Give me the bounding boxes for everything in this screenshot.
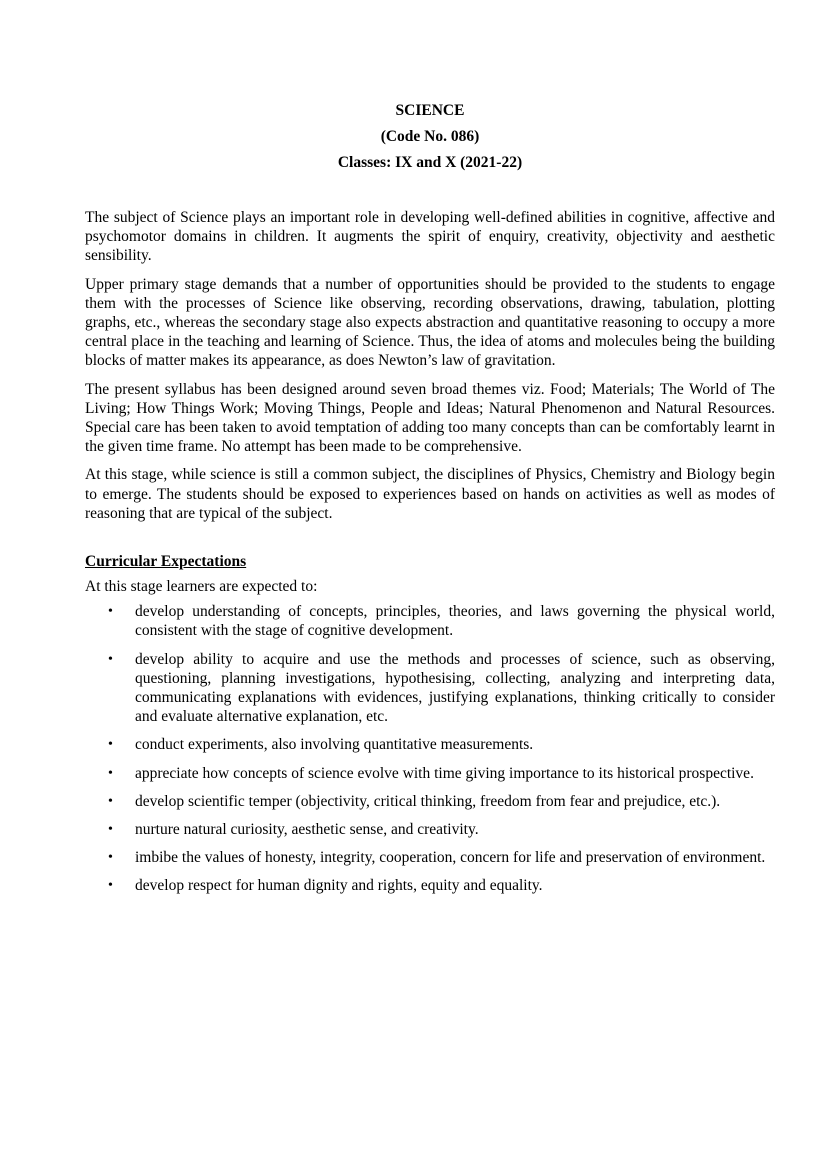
bullet-icon: • (108, 878, 113, 894)
list-item (85, 650, 775, 727)
list-item (85, 602, 775, 640)
list-item (85, 735, 775, 754)
section-lead: At this stage learners are expected to: (85, 578, 318, 596)
list-item (85, 764, 775, 783)
bullet-icon: • (108, 765, 113, 781)
classes-heading: Classes: IX and X (2021-22) (337, 154, 523, 171)
paragraph: At this stage, while science is still a common subject, the disciplines of Physics, Chemistry and Biology begin to emerge. The students should be exposed to experiences based on hands on activities as well as modes of reasoning that are typical of the subject. (85, 466, 775, 522)
document-header (85, 0, 775, 178)
list-item-text: develop ability to acquire and use the methods and processes of science, such as observing, questioning, planning investigations, hypothesising, collecting, analyzing and interpreting data, communicating explanations with evidences, justifying explanations, thinking critically to consider and evaluate alternative explanation, etc. (135, 650, 775, 726)
bullet-icon: • (108, 651, 113, 667)
list-item-text: develop respect for human dignity and rights, equity and equality. (135, 877, 543, 895)
paragraph: The present syllabus has been designed around seven broad themes viz. Food; Materials; The World of The Living; How Things Work; Moving Things, People and Ideas; Natural Phenomenon and Natural Resources. Special care has been taken to avoid temptation of adding too many concepts than can be comfortably learnt in the given time frame. No attempt has been made to be comprehensive. (85, 380, 775, 456)
section-heading: Curricular Expectations (85, 553, 247, 571)
list-item-text: imbibe the values of honesty, integrity, cooperation, concern for life and preservation of environment. (135, 849, 766, 867)
list-item-text: nurture natural curiosity, aesthetic sense, and creativity. (135, 821, 479, 839)
bullet-icon: • (108, 822, 113, 838)
intro-section (85, 208, 775, 523)
list-item-text: develop scientific temper (objectivity, critical thinking, freedom from fear and prejudice, etc.). (135, 792, 721, 810)
bullet-icon: • (108, 850, 113, 866)
list-item (85, 792, 775, 811)
list-item (85, 848, 775, 867)
list-item (85, 820, 775, 839)
page-title: SCIENCE (395, 102, 465, 119)
list-item-text: appreciate how concepts of science evolve with time giving importance to its historical prospective. (135, 764, 754, 782)
paragraph: The subject of Science plays an important role in developing well-defined abilities in cognitive, affective and psychomotor domains in children. It augments the spirit of enquiry, creativity, objectivity and aesthetic sensibility. (85, 209, 775, 265)
bullet-icon: • (108, 604, 113, 620)
bullet-icon: • (108, 793, 113, 809)
list-item (85, 876, 775, 895)
list-item-text: conduct experiments, also involving quantitative measurements. (135, 736, 534, 754)
bullet-icon: • (108, 737, 113, 753)
expectations-list (85, 602, 775, 895)
subject-code: (Code No. 086) (380, 128, 480, 145)
paragraph: Upper primary stage demands that a number of opportunities should be provided to the students to engage them with the processes of Science like observing, recording observations, drawing, tabulation, plotting graphs, etc., whereas the secondary stage also expects abstraction and quantitative reasoning to occupy a more central place in the teaching and learning of Science. Thus, the idea of atoms and molecules being the building blocks of matter makes its appearance, as does Newton’s law of gravitation. (85, 275, 775, 370)
list-item-text: develop understanding of concepts, principles, theories, and laws governing the physical world, consistent with the stage of cognitive development. (135, 603, 775, 640)
